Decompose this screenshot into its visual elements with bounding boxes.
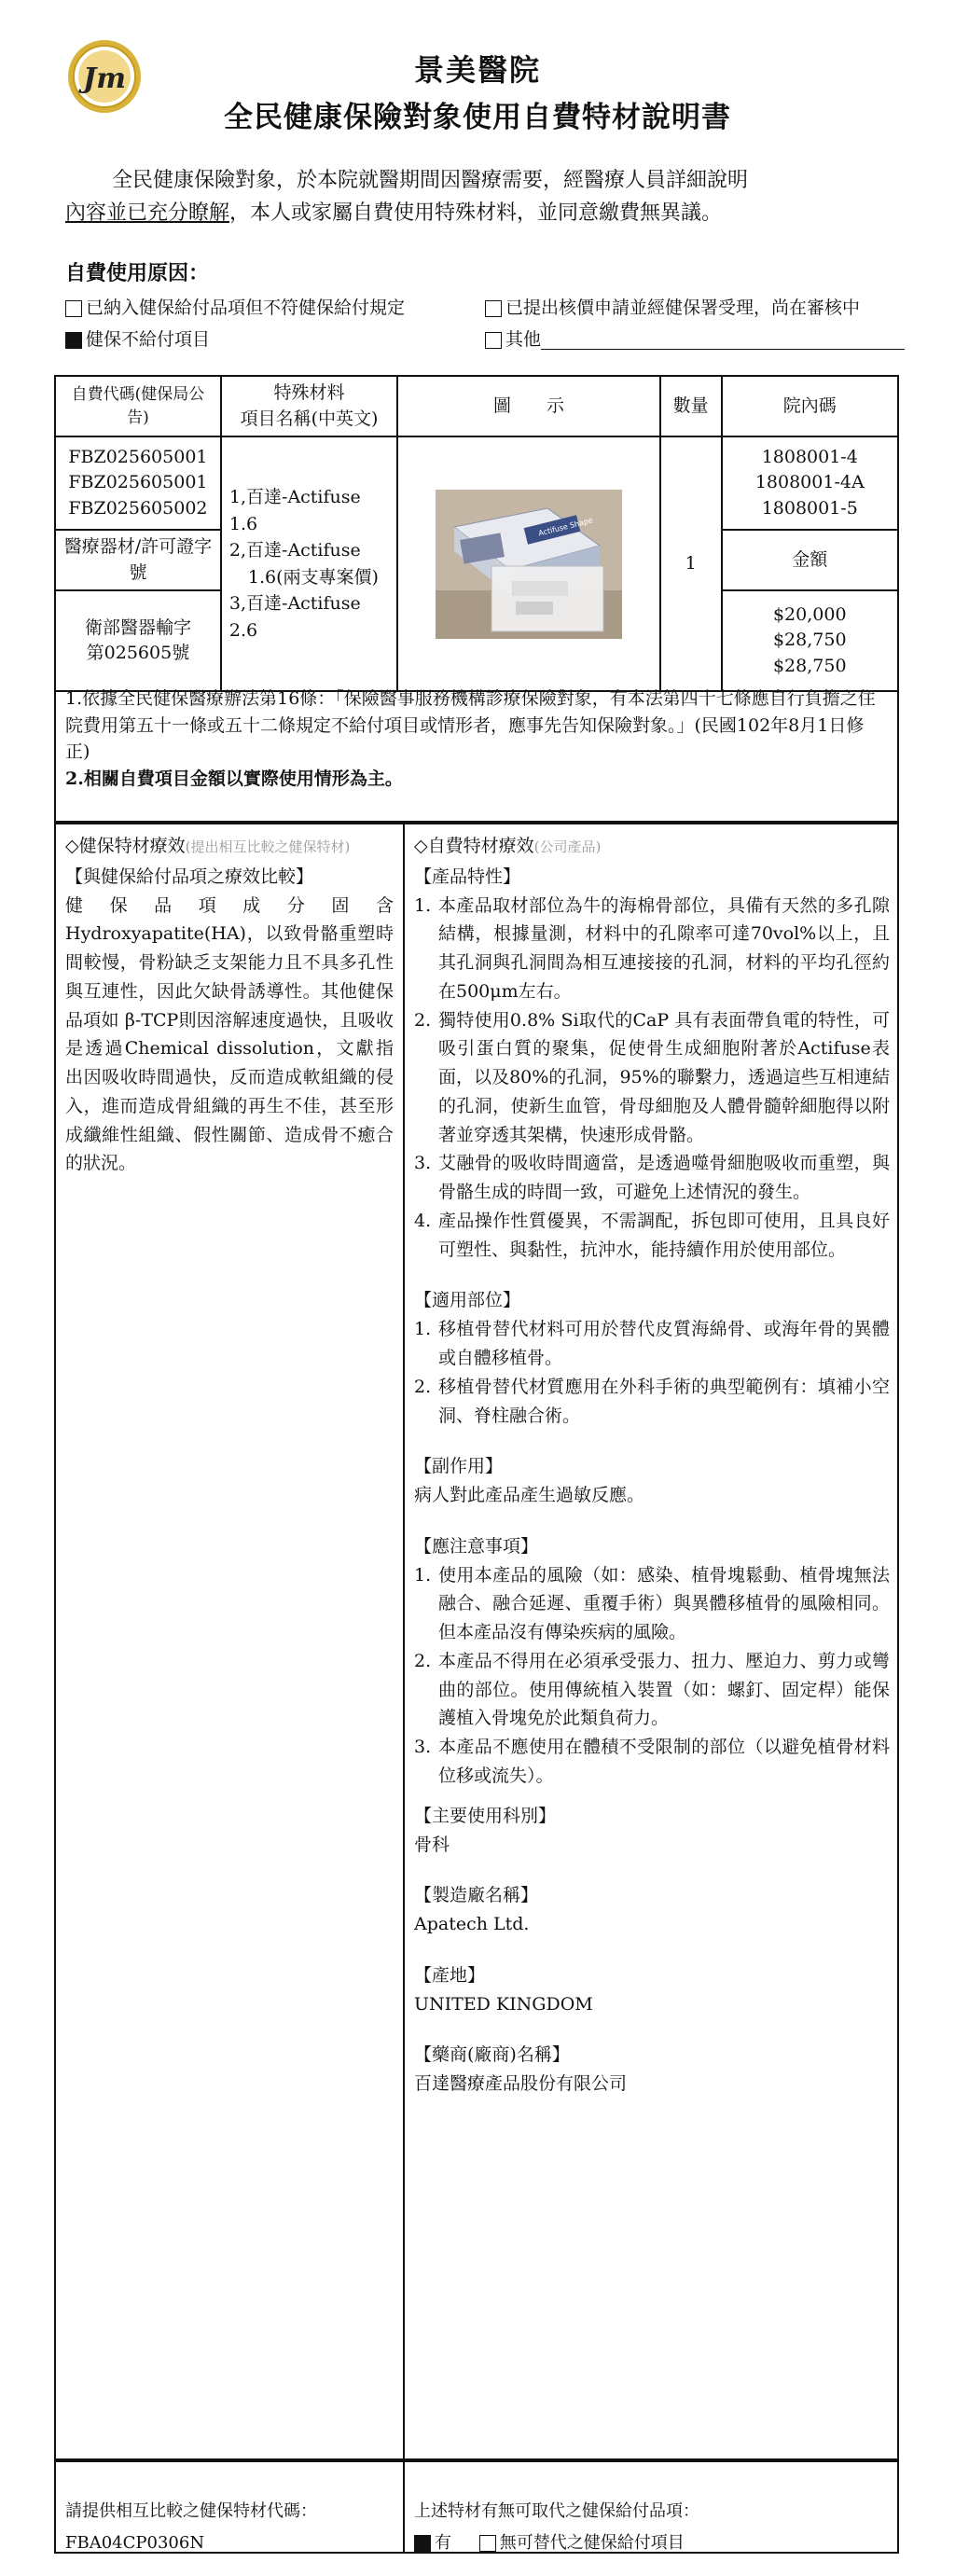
document-title: 全民健康保險對象使用自費特材說明書 <box>224 101 731 134</box>
column-divider <box>403 824 405 2460</box>
feature-1: 1. 本產品取材部位為牛的海棉骨部位，具備有天然的多孔隙結構，根據量測，材料中的孔隙率可達70vol%以上，且其孔洞與孔洞間為相互連接接的孔洞，材料的平均孔徑約在500μm左右。 <box>414 894 890 1002</box>
checkbox-yes[interactable] <box>414 2535 431 2552</box>
usage-1: 1. 移植骨替代材料可用於替代皮質海綿骨、或海年骨的異體或自體移植骨。 <box>414 1319 890 1369</box>
caution-title: 【應注意事項】 <box>414 1535 539 1557</box>
code-list <box>55 436 221 530</box>
comparison-code-section <box>65 2496 317 2559</box>
reason-option-1[interactable] <box>65 296 485 322</box>
side-effect-title: 【副作用】 <box>414 1456 504 1477</box>
product-table <box>54 375 899 692</box>
header-qty: 數量 <box>660 376 722 436</box>
reason-option-4[interactable] <box>485 327 905 353</box>
checkbox-reason-1[interactable] <box>65 300 82 317</box>
feature-4: 4. 產品操作性質優異，不需調配，拆包即可使用，且具良好可塑性、與黏性，抗沖水，能持續作用於使用部位。 <box>414 1210 890 1260</box>
header-code: 自費代碼(健保局公告) <box>55 376 221 436</box>
manufacturer-text: Apatech Ltd. <box>414 1914 530 1935</box>
reason-label-4: 其他 <box>505 329 542 351</box>
self-pay-efficacy-hint: (公司產品) <box>533 838 602 855</box>
department-title: 【主要使用科別】 <box>414 1805 557 1826</box>
comparison-code-value: FBA04CP0306N <box>65 2533 205 2554</box>
nhi-comparison-title: 【與健保給付品項之療效比較】 <box>65 866 314 887</box>
usage-title: 【適用部位】 <box>414 1290 521 1311</box>
manufacturer-title: 【製造廠名稱】 <box>414 1885 539 1906</box>
header-hosp-code: 院內碼 <box>722 376 898 436</box>
code-3: FBZ025605002 <box>68 497 208 519</box>
department-text: 骨科 <box>414 1834 450 1855</box>
other-reason-field[interactable] <box>541 331 905 350</box>
self-pay-efficacy-heading: ◇自費特材療效(公司產品) <box>414 836 602 856</box>
amount-list <box>722 590 898 691</box>
feature-3: 3. 艾融骨的吸收時間適當，是透過噬骨細胞吸收而重塑，與骨骼生成的時間一致，可避免上述情況的發生。 <box>414 1153 890 1203</box>
product-box-label: Actifuse Shape <box>537 515 594 538</box>
license-line-2: 第025605號 <box>86 643 190 664</box>
hospital-name: 景美醫院 <box>413 52 541 88</box>
header-item-name-line-2: 項目名稱(中英文) <box>240 408 379 429</box>
header-item-name <box>221 376 397 436</box>
nhi-comparison-text: 健保品項成分固含Hydroxyapatite(HA)，以致骨骼重塑時間較慢，骨粉缺乏支架能力且不具多孔性與互連性，因此欠缺骨誘導性。其他健保品項如 β-TCP則因溶解速度過快，且吸收是透過Chemical dissolution，文獻指出因吸收時間過快，反而造成軟組織的侵入，進而造成骨組織的再生不佳，甚至形成纖維性組織、假性關節、造成骨不癒合的狀況。 <box>65 894 394 1174</box>
quantity-cell: 1 <box>660 436 722 691</box>
reason-options <box>65 293 905 356</box>
features-title: 【產品特性】 <box>414 866 521 887</box>
checkbox-no[interactable] <box>479 2535 496 2552</box>
code-1: FBZ025605001 <box>68 446 208 467</box>
efficacy-comparison <box>54 823 899 2460</box>
amount-2: $28,750 <box>772 630 847 651</box>
origin-title: 【產地】 <box>414 1964 486 1986</box>
amount-1: $20,000 <box>772 603 847 625</box>
logo-text: Jm <box>83 62 126 95</box>
agent-title: 【藥商(廠商)名稱】 <box>414 2044 570 2066</box>
reason-heading: 自費使用原因： <box>65 261 210 285</box>
hosp-code-3: 1808001-5 <box>761 497 858 519</box>
license-number <box>55 590 221 691</box>
origin-text: UNITED KINGDOM <box>414 1993 593 2015</box>
checkbox-reason-3[interactable] <box>65 332 82 349</box>
item-2: 2,百達-Actifuse <box>228 540 361 561</box>
intro-paragraph <box>65 164 886 229</box>
reason-label-1: 已納入健保給付品項但不符健保給付規定 <box>86 298 406 319</box>
hosp-code-2: 1808001-4A <box>754 472 865 493</box>
item-name-list <box>221 436 397 691</box>
header-image: 圖 示 <box>397 376 660 436</box>
item-2-cont: 1.6(兩支專案價) <box>247 566 379 588</box>
replacement-label: 上述特材有無可取代之健保給付品項： <box>414 2501 699 2521</box>
reason-label-3: 健保不給付項目 <box>86 329 211 351</box>
caution-2: 2. 本產品不得用在必須承受張力、扭力、壓迫力、剪力或彎曲的部位。使用傳統植入裝置（如：螺釘、固定桿）能保護植入骨塊免於此類負荷力。 <box>414 1650 890 1729</box>
caution-1: 1. 使用本產品的風險（如：感染、植骨塊鬆動、植骨塊無法融合、融合延遲、重覆手術）與異體移植骨的風險相同。但本產品沒有傳染疾病的風險。 <box>414 1564 890 1643</box>
checkbox-reason-2[interactable] <box>485 300 502 317</box>
item-1: 1,百達-Actifuse 1.6 <box>228 487 361 534</box>
notes-box <box>54 678 899 823</box>
agent-text: 百達醫療產品股份有限公司 <box>414 2073 628 2095</box>
bottom-divider <box>403 2462 405 2552</box>
option-yes-label: 有 <box>435 2533 451 2554</box>
amount-label: 金額 <box>722 530 898 590</box>
intro-line-1: 全民健康保險對象，於本院就醫期間因醫療需要，經醫療人員詳細說明 <box>112 169 749 192</box>
option-no[interactable] <box>479 2528 685 2559</box>
note-1: 1.依據全民健保醫療辦法第16條：「保險醫事服務機構診療保險對象，有本法第四十七條應自行負擔之住院費用第五十一條或五十二條規定不給付項目或情形者，應事先告知保險對象。」(民國102年8月1日修正) <box>65 688 876 762</box>
usage-2: 2. 移植骨替代材質應用在外科手術的典型範例有：填補小空洞、脊柱融合術。 <box>414 1376 890 1426</box>
self-pay-efficacy-column <box>414 832 890 2098</box>
nhi-efficacy-heading: ◇健保特材療效(提出相互比較之健保特材) <box>65 836 351 856</box>
intro-underlined: 內容並已充分瞭解 <box>65 201 230 226</box>
hosp-code-1: 1808001-4 <box>761 446 858 467</box>
nhi-efficacy-column <box>65 832 394 1178</box>
product-photo <box>436 490 622 639</box>
option-yes[interactable] <box>414 2528 451 2559</box>
comparison-code-label: 請提供相互比較之健保特材代碼： <box>65 2501 317 2521</box>
reason-label-2: 已提出核價申請並經健保署受理，尚在審核中 <box>505 298 861 319</box>
license-line-1: 衛部醫器輸字 <box>84 616 191 638</box>
bottom-comparison-box <box>54 2460 899 2554</box>
feature-2: 2. 獨特使用0.8% Si取代的CaP 具有表面帶負電的特性，可吸引蛋白質的聚集，促使骨生成細胞附著於Actifuse表面，以及80%的孔洞，95%的聯繫力，透過這些互相連結的孔洞，使新生血管，骨母細胞及人體骨髓幹細胞得以附著並穿透其架構，快速形成骨骼。 <box>414 1009 890 1145</box>
replacement-section <box>414 2496 707 2563</box>
caution-3: 3. 本產品不應使用在體積不受限制的部位（以避免植骨材料位移或流失）。 <box>414 1737 890 1786</box>
nhi-efficacy-hint: (提出相互比較之健保特材) <box>185 838 351 855</box>
note-2: 2.相關自費項目金額以實際使用情形為主。 <box>65 768 403 789</box>
reason-option-2[interactable] <box>485 296 905 322</box>
checkbox-reason-4[interactable] <box>485 332 502 349</box>
intro-rest: ，本人或家屬自費使用特殊材料，並同意繳費無異議。 <box>229 201 723 226</box>
product-image-cell <box>397 436 660 691</box>
license-label: 醫療器材/許可證字號 <box>55 530 221 590</box>
code-2: FBZ025605001 <box>68 472 208 493</box>
amount-3: $28,750 <box>772 655 847 676</box>
option-no-label: 無可替代之健保給付項目 <box>499 2533 685 2554</box>
reason-option-3[interactable] <box>65 327 485 353</box>
side-effect-text: 病人對此產品產生過敏反應。 <box>414 1485 645 1506</box>
intro-line-2 <box>65 197 886 229</box>
hosp-code-list <box>722 436 898 530</box>
item-3: 3,百達-Actifuse 2.6 <box>228 593 361 641</box>
header-item-name-line-1: 特殊材料 <box>273 382 345 403</box>
